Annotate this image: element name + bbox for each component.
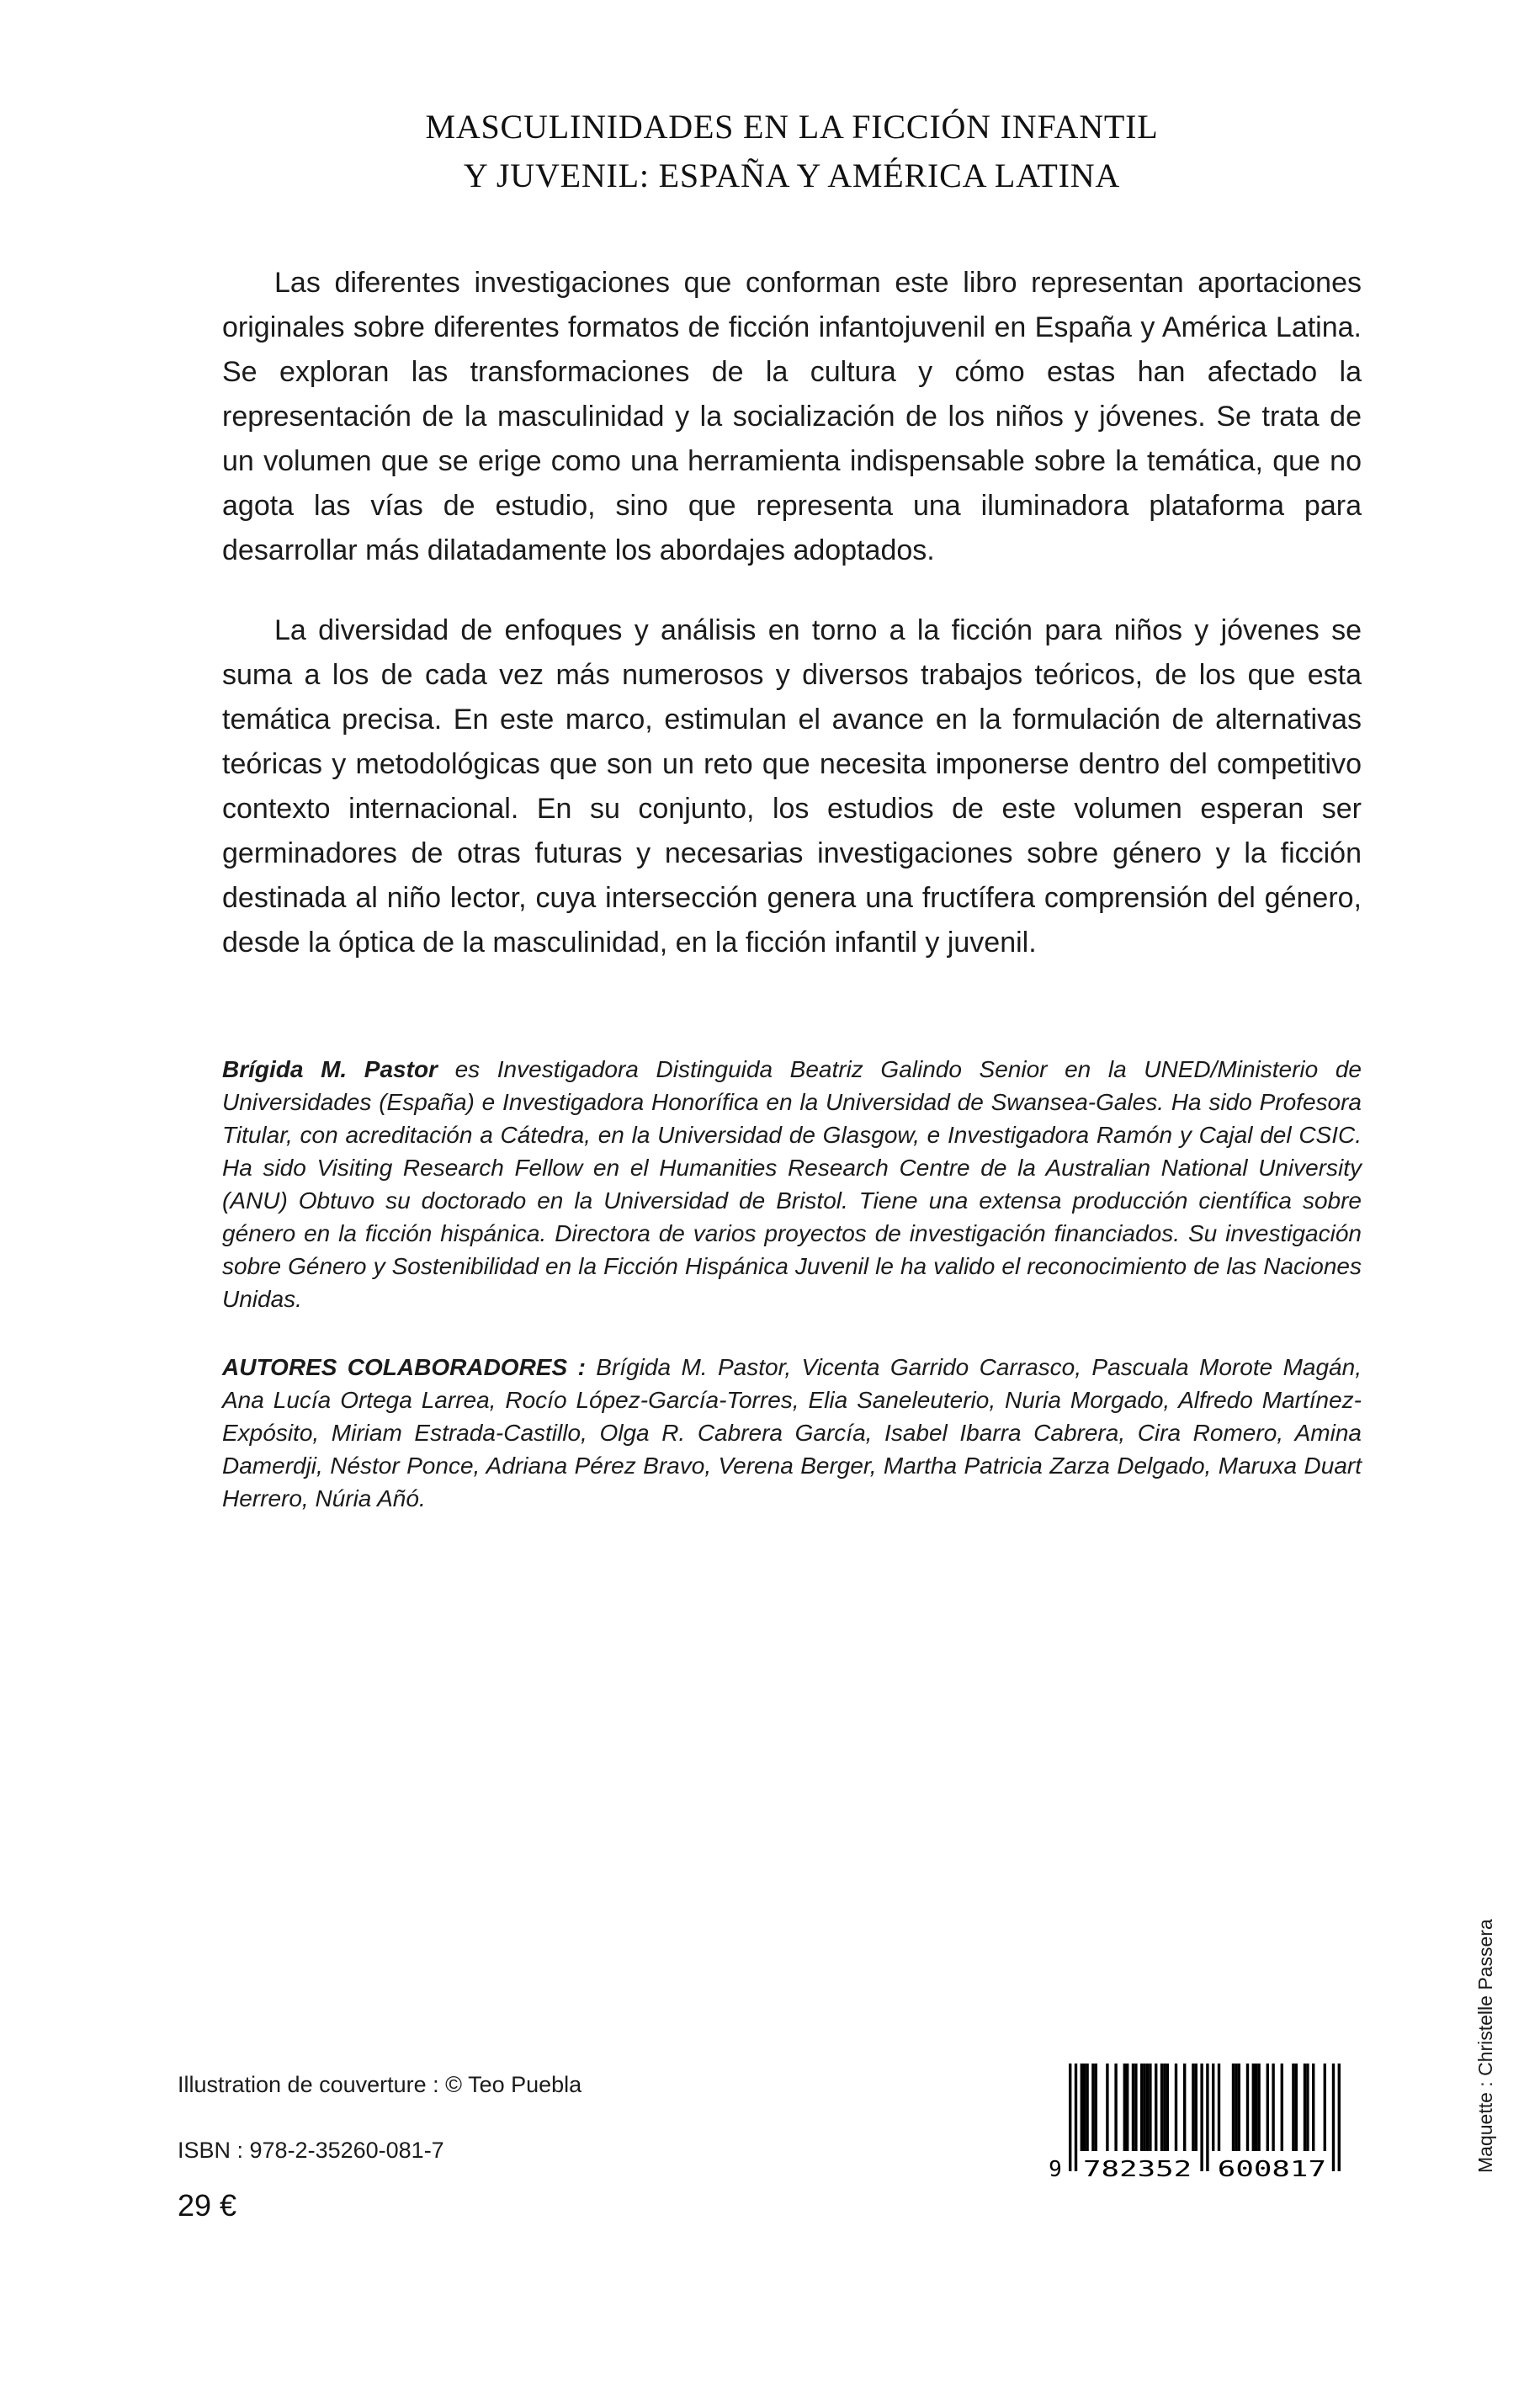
synopsis <box>222 261 1362 965</box>
book-title-line-1: MASCULINIDADES EN LA FICCIÓN INFANTIL <box>425 108 1159 146</box>
price-text: 29 € <box>178 2188 237 2223</box>
barcode <box>1045 2064 1345 2190</box>
svg-text:782352: 782352 <box>1083 2157 1192 2182</box>
collaborators-text: Brígida M. Pastor, Vicenta Garrido Carrasco, Pascuala Morote Magán, Ana Lucía Ortega Larrea, Rocío López-García-Torres, Elia Saneleuterio, Nuria Morgado, Alfredo Martínez-Expósito, Miriam Estrada-Castillo, Olga R. Cabrera García, Isabel Ibarra Cabrera, Cira Romero, Amina Damerdji, Néstor Ponce, Adriana Pérez Bravo, Verena Berger, Martha Patricia Zarza Delgado, Maruxa Duart Herrero, Núria Añó. <box>222 1354 1362 1511</box>
barcode-svg <box>1045 2064 1347 2186</box>
synopsis-paragraph-2: La diversidad de enfoques y análisis en torno a la ficción para niños y jóvenes se suma a los de cada vez más numerosos y diversos trabajos teóricos, de los que esta temática precisa. En este marco, estimulan el avance en la formulación de alternativas teóricas y metodológicas que son un reto que necesita imponerse dentro del competitivo contexto internacional. En su conjunto, los estudios de este volumen esperan ser germinadores de otras futuras y necesarias investigaciones sobre género y la ficción destinada al niño lector, cuya intersección genera una fructífera comprensión del género, desde la óptica de la masculinidad, en la ficción infantil y juvenil. <box>222 614 1362 959</box>
isbn-text: ISBN : 978-2-35260-081-7 <box>178 2138 444 2163</box>
book-title-line-2: Y JUVENIL: ESPAÑA Y AMÉRICA LATINA <box>463 157 1121 194</box>
synopsis-paragraph-1: Las diferentes investigaciones que conforman este libro representan aportaciones originales sobre diferentes formatos de ficción infantojuvenil en España y América Latina. Se exploran las transformaciones de la cultura y cómo estas han afectado la representación de la masculinidad y la socialización de los niños y jóvenes. Se trata de un volumen que se erige como una herramienta indispensable sobre la temática, que no agota las vías de estudio, sino que representa una iluminadora plataforma para desarrollar más dilatadamente los abordajes adoptados. <box>222 267 1362 566</box>
svg-text:600817: 600817 <box>1217 2157 1326 2182</box>
author-bio <box>222 1053 1362 1315</box>
illustration-credit: Illustration de couverture : © Teo Puebla <box>178 2072 582 2097</box>
svg-text:9: 9 <box>1049 2157 1062 2182</box>
maquette-credit: Maquette : Christelle Passera <box>1474 1919 1496 2173</box>
author-name: Brígida M. Pastor <box>222 1056 438 1082</box>
book-title <box>222 0 1362 200</box>
collaborators-label: AUTORES COLABORADORES : <box>222 1354 586 1380</box>
collaborators <box>222 1351 1362 1515</box>
author-bio-text: es Investigadora Distinguida Beatriz Galindo Senior en la UNED/Ministerio de Universidades (España) e Investigadora Honorífica en la Universidad de Swansea-Gales. Ha sido Profesora Titular, con acreditación a Cátedra, en la Universidad de Glasgow, e Investigadora Ramón y Cajal del CSIC. Ha sido Visiting Research Fellow en el Humanities Research Centre de la Australian National University (ANU) Obtuvo su doctorado en la Universidad de Bristol. Tiene una extensa producción científica sobre género en la ficción hispánica. Directora de varios proyectos de investigación financiados. Su investigación sobre Género y Sostenibilidad en la Ficción Hispánica Juvenil le ha valido el reconocimiento de las Naciones Unidas. <box>222 1056 1362 1312</box>
back-cover-content <box>222 0 1362 1515</box>
